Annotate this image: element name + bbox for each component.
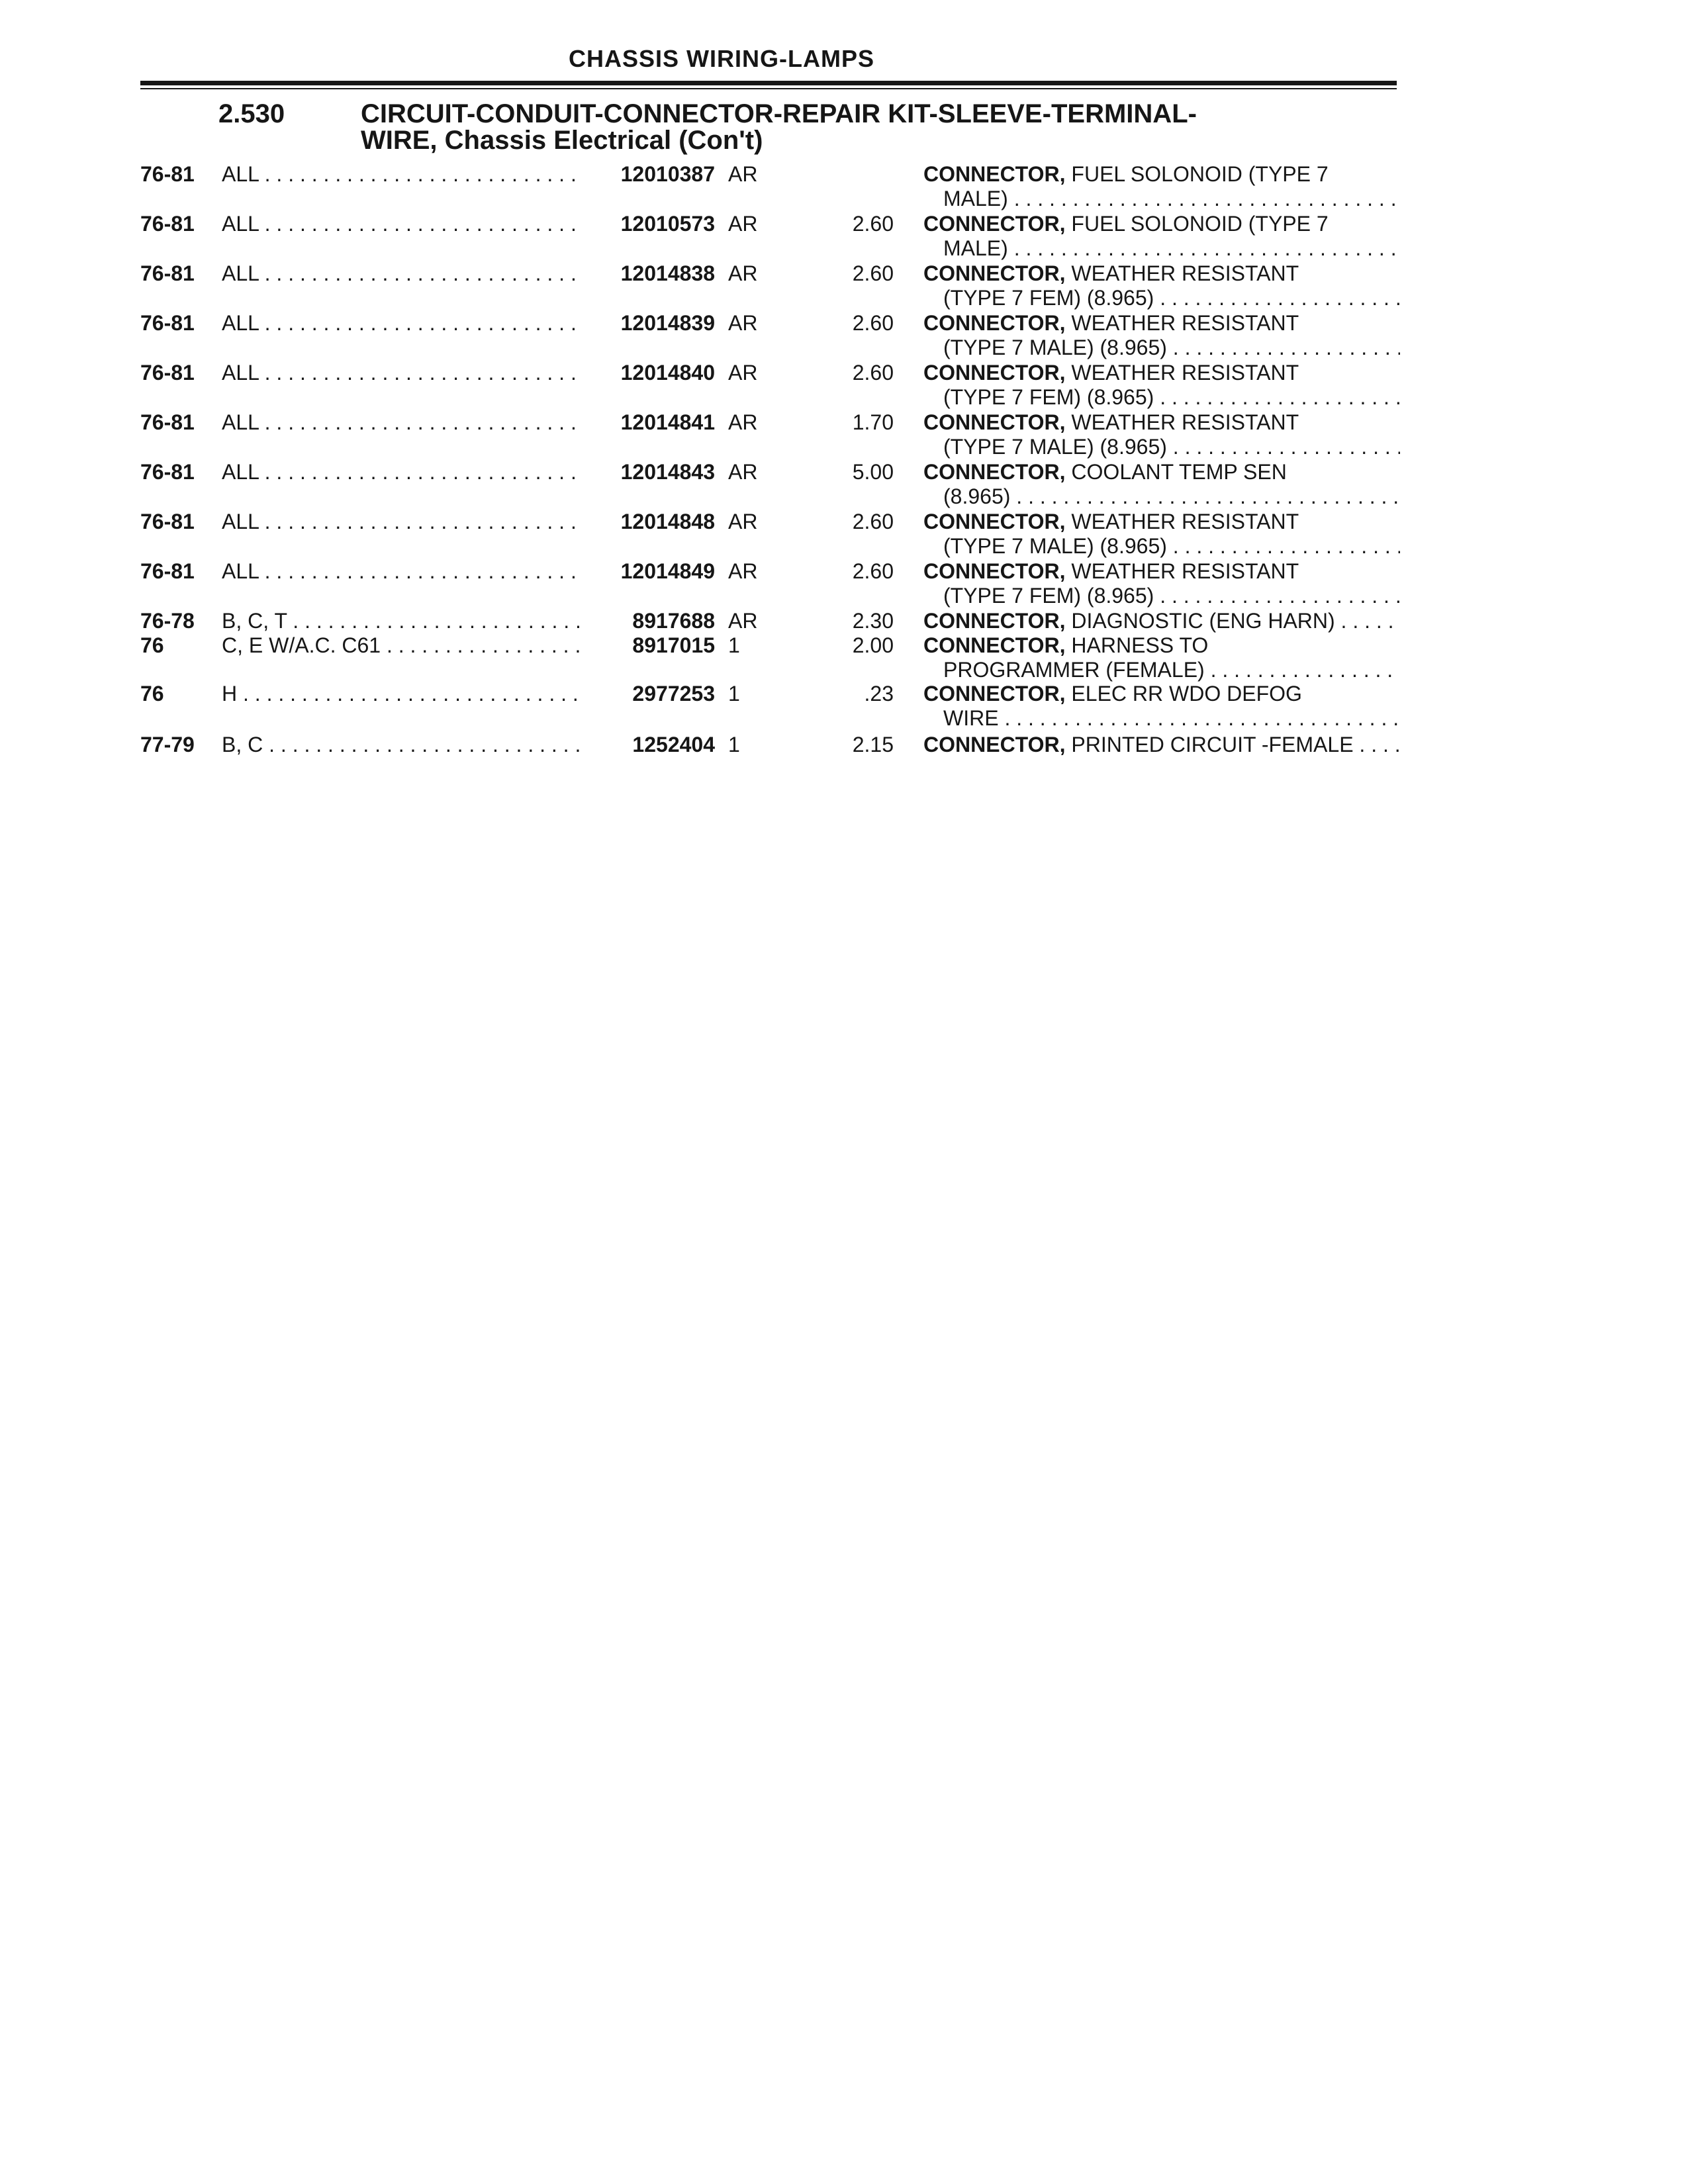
description-continuation: (TYPE 7 MALE) (8.965) . . . [923,534,1400,559]
section-title-line1: CIRCUIT-CONDUIT-CONNECTOR-REPAIR KIT-SLEEVE-TERMINAL- [361,99,1197,128]
model-cell: B, C, T . . . [222,609,579,633]
description-keyword: CONNECTOR, [923,212,1066,236]
description-cell [923,311,1400,360]
description-text: DIAGNOSTIC (ENG HARN) [1065,609,1335,633]
model-cell: ALL . . . [222,361,579,385]
description-keyword: CONNECTOR, [923,733,1066,756]
quantity-cell: AR [728,311,758,335]
description-cell [923,162,1400,211]
part-number-cell: 12014838 [583,261,715,286]
part-number-cell: 12014849 [583,559,715,584]
model-cell: ALL . . . [222,510,579,534]
price-cell: 5.00 [852,460,894,484]
model-cell: ALL . . . [222,261,579,286]
header-rule-thin [140,88,1397,89]
price-cell: 2.15 [852,733,894,756]
model-cell: ALL . . . [222,460,579,484]
description-cell [923,682,1400,731]
description-continuation: (TYPE 7 FEM) (8.965) . . . [923,385,1400,410]
description-cell [923,733,1400,757]
part-number-cell: 12010387 [583,162,715,187]
description-cell [923,633,1400,682]
quantity-cell: AR [728,212,758,236]
part-number-cell: 12014841 [583,410,715,435]
year-cell: 76-81 [140,261,195,285]
description-cell [923,559,1400,608]
part-number-cell: 8917688 [583,609,715,633]
description-text: WEATHER RESISTANT [1065,361,1299,385]
section-title-line2: WIRE, Chassis Electrical (Con't) [361,126,763,155]
description-cell [923,609,1400,633]
description-keyword: CONNECTOR, [923,510,1066,533]
description-keyword: CONNECTOR, [923,162,1066,186]
year-cell: 76-81 [140,410,195,434]
description-text: HARNESS TO [1065,633,1209,657]
description-keyword: CONNECTOR, [923,261,1066,285]
description-keyword: CONNECTOR, [923,410,1066,434]
price-cell: 2.60 [852,361,894,385]
description-cell [923,212,1400,261]
part-number-cell: 2977253 [583,682,715,706]
description-cell [923,261,1400,310]
description-keyword: CONNECTOR, [923,559,1066,583]
year-cell: 76-81 [140,311,195,335]
quantity-cell: AR [728,410,758,434]
year-cell: 76-81 [140,460,195,484]
description-continuation: MALE) . . . [923,236,1400,261]
year-cell: 76-81 [140,510,195,533]
price-cell: 2.60 [852,212,894,236]
page-title: CHASSIS WIRING-LAMPS [568,45,874,72]
model-cell: ALL . . . [222,162,579,187]
year-cell: 77-79 [140,733,195,756]
model-cell: B, C . . . [222,733,579,757]
part-number-cell: 12010573 [583,212,715,236]
price-cell: 2.60 [852,261,894,285]
price-cell: 1.70 [852,410,894,434]
quantity-cell: 1 [728,733,740,756]
description-text: FUEL SOLONOID (TYPE 7 [1065,162,1329,186]
part-number-cell: 12014843 [583,460,715,484]
price-cell: .23 [864,682,894,705]
description-keyword: CONNECTOR, [923,361,1066,385]
model-cell: ALL . . . [222,212,579,236]
model-cell: ALL . . . [222,311,579,336]
year-cell: 76 [140,682,164,705]
quantity-cell: 1 [728,682,740,705]
model-cell: ALL . . . [222,410,579,435]
quantity-cell: AR [728,559,758,583]
section-number: 2.530 [218,99,285,128]
quantity-cell: AR [728,261,758,285]
price-cell: 2.60 [852,559,894,583]
price-cell: 2.30 [852,609,894,633]
year-cell: 76-81 [140,162,195,186]
description-text: WEATHER RESISTANT [1065,410,1299,434]
description-cell [923,510,1400,559]
description-text: WEATHER RESISTANT [1065,261,1299,285]
description-continuation: (TYPE 7 FEM) (8.965) . . . [923,286,1400,310]
quantity-cell: AR [728,460,758,484]
description-keyword: CONNECTOR, [923,682,1066,705]
description-cell [923,460,1400,509]
price-cell: 2.60 [852,510,894,533]
description-continuation: (TYPE 7 MALE) (8.965) . . . [923,336,1400,360]
year-cell: 76-81 [140,361,195,385]
description-continuation: (TYPE 7 MALE) (8.965) . . . [923,435,1400,459]
year-cell: 76-81 [140,212,195,236]
model-cell: ALL . . . [222,559,579,584]
part-number-cell: 12014839 [583,311,715,336]
quantity-cell: AR [728,609,758,633]
description-text: WEATHER RESISTANT [1065,559,1299,583]
quantity-cell: AR [728,162,758,186]
description-text: PRINTED CIRCUIT -FEMALE [1065,733,1354,756]
year-cell: 76-78 [140,609,195,633]
model-cell: H . . . [222,682,579,706]
description-keyword: CONNECTOR, [923,460,1066,484]
price-cell: 2.60 [852,311,894,335]
part-number-cell: 12014840 [583,361,715,385]
description-continuation: (8.965) . . . [923,484,1400,509]
year-cell: 76 [140,633,164,657]
description-keyword: CONNECTOR, [923,311,1066,335]
description-continuation: WIRE . . . [923,706,1400,731]
price-cell: 2.00 [852,633,894,657]
part-number-cell: 8917015 [583,633,715,658]
quantity-cell: AR [728,361,758,385]
year-cell: 76-81 [140,559,195,583]
description-text: ELEC RR WDO DEFOG [1065,682,1302,705]
description-keyword: CONNECTOR, [923,633,1066,657]
description-text: COOLANT TEMP SEN [1065,460,1287,484]
description-continuation: PROGRAMMER (FEMALE) . . . [923,658,1400,682]
model-cell: C, E W/A.C. C61 . . . [222,633,579,658]
part-number-cell: 12014848 [583,510,715,534]
header-rule [140,81,1397,85]
part-number-cell: 1252404 [583,733,715,757]
description-cell [923,361,1400,410]
description-continuation: MALE) . . . [923,187,1400,211]
quantity-cell: 1 [728,633,740,657]
description-keyword: CONNECTOR, [923,609,1066,633]
description-text: FUEL SOLONOID (TYPE 7 [1065,212,1329,236]
quantity-cell: AR [728,510,758,533]
description-cell [923,410,1400,459]
description-text: WEATHER RESISTANT [1065,311,1299,335]
description-text: WEATHER RESISTANT [1065,510,1299,533]
description-continuation: (TYPE 7 FEM) (8.965) . . . [923,584,1400,608]
